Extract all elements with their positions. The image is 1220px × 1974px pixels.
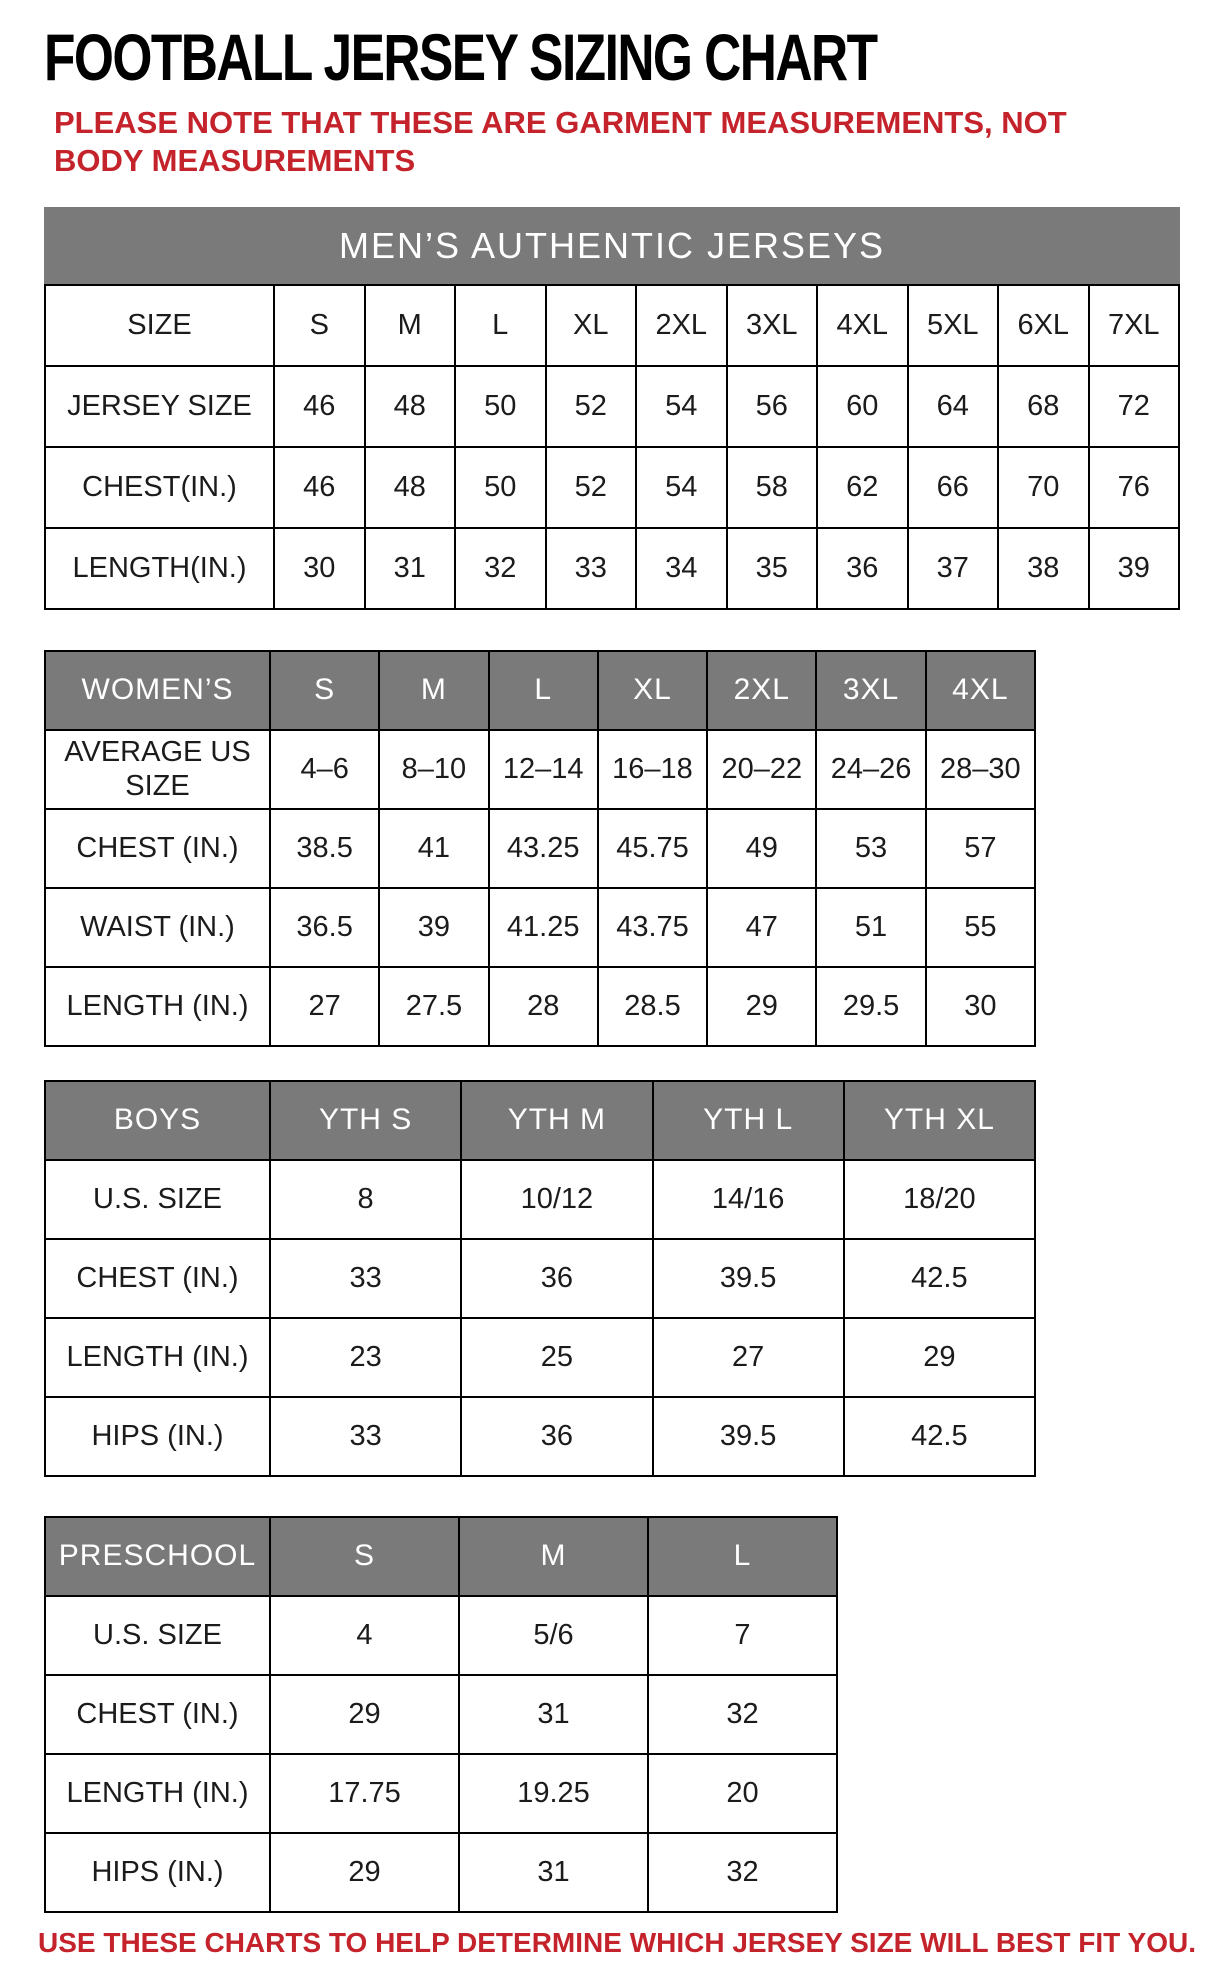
page-title: FOOTBALL JERSEY SIZING CHART <box>44 20 877 94</box>
cell-value: 33 <box>546 528 637 609</box>
cell-value: 29 <box>270 1833 459 1912</box>
cell-value: 2XL <box>707 651 816 730</box>
cell-value: 6XL <box>998 285 1089 366</box>
cell-value: 42.5 <box>844 1397 1035 1476</box>
cell-value: 72 <box>1089 366 1180 447</box>
mens-authentic-jerseys-table <box>44 284 1180 610</box>
cell-value: 47 <box>707 888 816 967</box>
table-header-row <box>45 651 1035 730</box>
cell-value: 66 <box>908 447 999 528</box>
table-header-row <box>45 1081 1035 1160</box>
cell-value: 57 <box>926 809 1035 888</box>
cell-value: 33 <box>270 1397 461 1476</box>
table-row <box>45 1239 1035 1318</box>
cell-value: 43.75 <box>598 888 707 967</box>
cell-value: 28.5 <box>598 967 707 1046</box>
cell-value: 28–30 <box>926 730 1035 809</box>
cell-value: 3XL <box>727 285 818 366</box>
row-label: WAIST (IN.) <box>45 888 270 967</box>
cell-value: 29 <box>844 1318 1035 1397</box>
cell-value: YTH M <box>461 1081 652 1160</box>
row-label: HIPS (IN.) <box>45 1397 270 1476</box>
cell-value: 17.75 <box>270 1754 459 1833</box>
cell-value: 54 <box>636 366 727 447</box>
cell-value: YTH S <box>270 1081 461 1160</box>
cell-value: 4XL <box>926 651 1035 730</box>
boys-sizing-table <box>44 1080 1036 1477</box>
cell-value: 20–22 <box>707 730 816 809</box>
row-label: CHEST (IN.) <box>45 809 270 888</box>
cell-value: 30 <box>926 967 1035 1046</box>
cell-value: 60 <box>817 366 908 447</box>
garment-measurements-note: PLEASE NOTE THAT THESE ARE GARMENT MEASUREMENTS, NOT BODY MEASUREMENTS <box>54 105 1067 178</box>
cell-value: L <box>648 1517 837 1596</box>
cell-value: 52 <box>546 447 637 528</box>
cell-value: 5/6 <box>459 1596 648 1675</box>
cell-value: 50 <box>455 366 546 447</box>
table-row <box>45 967 1035 1046</box>
row-label: SIZE <box>45 285 274 366</box>
cell-value: 16–18 <box>598 730 707 809</box>
cell-value: 10/12 <box>461 1160 652 1239</box>
cell-value: 23 <box>270 1318 461 1397</box>
cell-value: 8 <box>270 1160 461 1239</box>
cell-value: 31 <box>365 528 456 609</box>
cell-value: 3XL <box>816 651 925 730</box>
table-row <box>45 888 1035 967</box>
table-row <box>45 1397 1035 1476</box>
cell-value: 7XL <box>1089 285 1180 366</box>
cell-value: 70 <box>998 447 1089 528</box>
cell-value: 29 <box>707 967 816 1046</box>
cell-value: 12–14 <box>489 730 598 809</box>
table-row <box>45 366 1179 447</box>
cell-value: 27.5 <box>379 967 488 1046</box>
cell-value: 62 <box>817 447 908 528</box>
row-label: LENGTH(IN.) <box>45 528 274 609</box>
cell-value: 36 <box>461 1397 652 1476</box>
cell-value: 35 <box>727 528 818 609</box>
row-label: LENGTH (IN.) <box>45 967 270 1046</box>
cell-value: 30 <box>274 528 365 609</box>
table-row <box>45 1318 1035 1397</box>
cell-value: 28 <box>489 967 598 1046</box>
cell-value: 2XL <box>636 285 727 366</box>
cell-value: 36.5 <box>270 888 379 967</box>
cell-value: 24–26 <box>816 730 925 809</box>
row-label: HIPS (IN.) <box>45 1833 270 1912</box>
row-label: U.S. SIZE <box>45 1596 270 1675</box>
cell-value: 50 <box>455 447 546 528</box>
row-label: WOMEN’S <box>45 651 270 730</box>
table-row <box>45 809 1035 888</box>
cell-value: 32 <box>455 528 546 609</box>
cell-value: 34 <box>636 528 727 609</box>
row-label: AVERAGE US SIZE <box>45 730 270 809</box>
cell-value: 76 <box>1089 447 1180 528</box>
table-row <box>45 285 1179 366</box>
table-row <box>45 1675 837 1754</box>
cell-value: 31 <box>459 1833 648 1912</box>
cell-value: 4 <box>270 1596 459 1675</box>
table-row <box>45 528 1179 609</box>
cell-value: M <box>459 1517 648 1596</box>
cell-value: 14/16 <box>653 1160 844 1239</box>
row-label: CHEST (IN.) <box>45 1239 270 1318</box>
cell-value: 36 <box>461 1239 652 1318</box>
cell-value: 49 <box>707 809 816 888</box>
table-row <box>45 1754 837 1833</box>
cell-value: 43.25 <box>489 809 598 888</box>
cell-value: 19.25 <box>459 1754 648 1833</box>
table-row <box>45 1833 837 1912</box>
cell-value: 27 <box>270 967 379 1046</box>
cell-value: 32 <box>648 1675 837 1754</box>
cell-value: 41 <box>379 809 488 888</box>
cell-value: 48 <box>365 447 456 528</box>
cell-value: YTH XL <box>844 1081 1035 1160</box>
cell-value: 31 <box>459 1675 648 1754</box>
cell-value: 45.75 <box>598 809 707 888</box>
row-label: PRESCHOOL <box>45 1517 270 1596</box>
cell-value: 4XL <box>817 285 908 366</box>
cell-value: 39 <box>1089 528 1180 609</box>
cell-value: 55 <box>926 888 1035 967</box>
cell-value: 64 <box>908 366 999 447</box>
cell-value: 7 <box>648 1596 837 1675</box>
cell-value: 29 <box>270 1675 459 1754</box>
cell-value: 51 <box>816 888 925 967</box>
womens-sizing-table <box>44 650 1036 1047</box>
cell-value: 25 <box>461 1318 652 1397</box>
table-row <box>45 730 1035 809</box>
cell-value: 46 <box>274 447 365 528</box>
cell-value: M <box>365 285 456 366</box>
row-label: JERSEY SIZE <box>45 366 274 447</box>
cell-value: 42.5 <box>844 1239 1035 1318</box>
cell-value: S <box>270 651 379 730</box>
cell-value: L <box>455 285 546 366</box>
cell-value: 37 <box>908 528 999 609</box>
cell-value: 46 <box>274 366 365 447</box>
cell-value: 38 <box>998 528 1089 609</box>
cell-value: 33 <box>270 1239 461 1318</box>
cell-value: 39.5 <box>653 1397 844 1476</box>
cell-value: 8–10 <box>379 730 488 809</box>
cell-value: 53 <box>816 809 925 888</box>
cell-value: XL <box>598 651 707 730</box>
cell-value: YTH L <box>653 1081 844 1160</box>
cell-value: 48 <box>365 366 456 447</box>
cell-value: 52 <box>546 366 637 447</box>
table-row <box>45 1160 1035 1239</box>
cell-value: 18/20 <box>844 1160 1035 1239</box>
row-label: CHEST (IN.) <box>45 1675 270 1754</box>
cell-value: 5XL <box>908 285 999 366</box>
cell-value: 29.5 <box>816 967 925 1046</box>
cell-value: S <box>274 285 365 366</box>
cell-value: 39 <box>379 888 488 967</box>
cell-value: 20 <box>648 1754 837 1833</box>
row-label: LENGTH (IN.) <box>45 1318 270 1397</box>
table-header-row <box>45 1517 837 1596</box>
row-label: U.S. SIZE <box>45 1160 270 1239</box>
table-row <box>45 447 1179 528</box>
cell-value: 39.5 <box>653 1239 844 1318</box>
cell-value: M <box>379 651 488 730</box>
cell-value: L <box>489 651 598 730</box>
cell-value: 56 <box>727 366 818 447</box>
cell-value: 36 <box>817 528 908 609</box>
cell-value: 38.5 <box>270 809 379 888</box>
cell-value: XL <box>546 285 637 366</box>
table-row <box>45 1596 837 1675</box>
cell-value: 54 <box>636 447 727 528</box>
cell-value: 68 <box>998 366 1089 447</box>
row-label: CHEST(IN.) <box>45 447 274 528</box>
cell-value: S <box>270 1517 459 1596</box>
row-label: LENGTH (IN.) <box>45 1754 270 1833</box>
cell-value: 41.25 <box>489 888 598 967</box>
cell-value: 4–6 <box>270 730 379 809</box>
mens-table-banner: MEN’S AUTHENTIC JERSEYS <box>44 207 1180 284</box>
preschool-sizing-table <box>44 1516 838 1913</box>
row-label: BOYS <box>45 1081 270 1160</box>
footer-note: USE THESE CHARTS TO HELP DETERMINE WHICH JERSEY SIZE WILL BEST FIT YOU. <box>38 1927 1196 1958</box>
cell-value: 32 <box>648 1833 837 1912</box>
cell-value: 58 <box>727 447 818 528</box>
cell-value: 27 <box>653 1318 844 1397</box>
